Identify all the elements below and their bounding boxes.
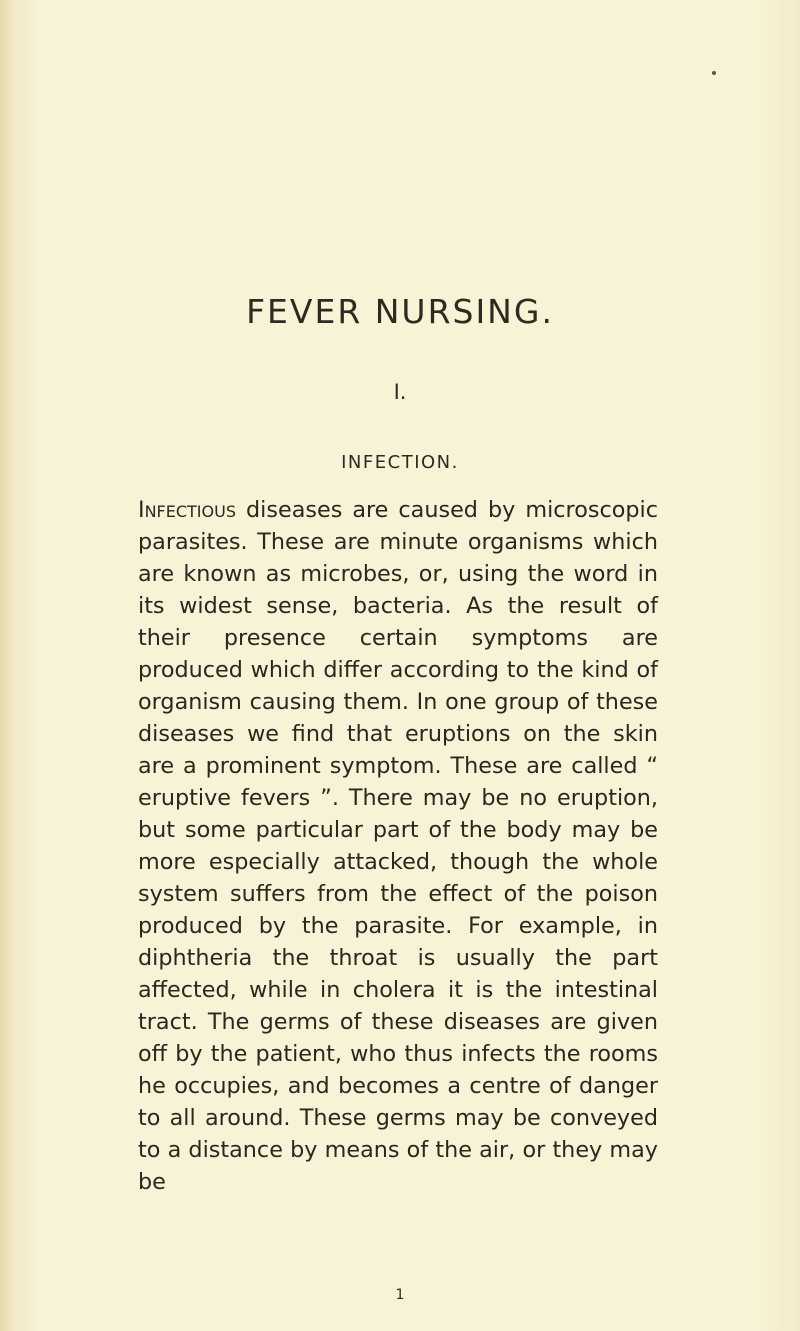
paper-speck [712,71,716,75]
chapter-title: INFECTION. [341,452,459,473]
paragraph-text: diseases are caused by microscopic parasites. These are minute organisms which are known as microbes, or, using the word in its widest sense, bacteria. As the result of their presence certain symptoms are produced which differ according to the kind of organism causing them. In one group of these diseases we find that eruptions on the skin are a prominent symptom. These are called “ eruptive fevers ”. There may be no eruption, but some particular part of the body may be more especially attacked, though the whole system suffers from the effect of the poison produced by the parasite. For example, in diphtheria the throat is usually the part affected, while in cholera it is the intestinal tract. The germs of these diseases are given off by the patient, who thus infects the rooms he occupies, and becomes a centre of danger to all around. These germs may be conveyed to a distance by means of the air, or they may be [138,497,658,1195]
body-paragraph [138,494,658,1198]
book-title: FEVER NURSING. [246,292,554,331]
lead-word: Infectious [138,497,236,523]
chapter-number: I. [393,380,407,404]
page-number: 1 [395,1287,405,1303]
page-edge-shadow [0,0,14,1331]
